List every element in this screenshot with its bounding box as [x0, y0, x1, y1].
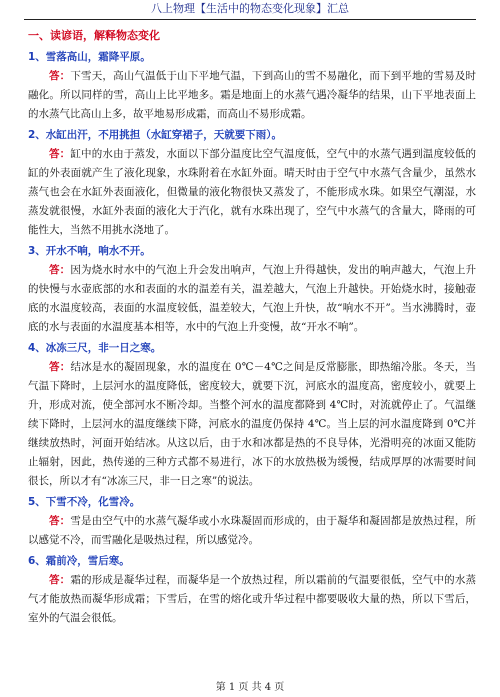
answer-text: 下雪天，高山气温低于山下平地气温，下到高山的雪不易融化，而下到平地的雪易及时融化。所以同样的雪，高山上比平地多。霜是地面上的水蒸气遇冷凝华的结果，山下平地表面上的水蒸气比高山上多，故平地易形成霜，而高山不易形成霜。 [28, 70, 476, 120]
proverb-question: 1、雪落高山，霜降平原。 [28, 51, 151, 63]
list-item [28, 47, 476, 124]
proverb-question: 4、冰冻三尺，非一日之寒。 [28, 342, 162, 354]
answer-label: 答： [49, 148, 71, 160]
content-area [28, 26, 476, 629]
proverb-question: 5、下雪不冷，化雪冷。 [28, 496, 141, 508]
list-item [28, 241, 476, 337]
answer-text: 霜的形成是凝华过程，而凝华是一个放热过程，所以霜前的气温要很低，空气中的水蒸气才能放热而凝华形成霜；下雪后，在雪的熔化或升华过程中都要吸收大量的热，所以下雪后，室外的气温会很低。 [28, 574, 476, 624]
list-item [28, 492, 476, 550]
section-title: 一、读谚语，解释物态变化 [28, 29, 160, 42]
answer-paragraph [28, 67, 476, 124]
answer-label: 答： [49, 70, 71, 82]
proverb-question: 3、开水不响，响水不开。 [28, 245, 151, 257]
list-item [28, 338, 476, 491]
list-item [28, 125, 476, 240]
answer-text: 结冰是水的凝固现象，水的温度在 0℃－4℃之间是反常膨胀，即热缩冷胀。冬天，当气温下降时，上层河水的温度降低，密度较大，就要下沉，河底水的温度高，密度较小，就要上升，形成对流，使全部河水不断冷却。当整个河水的温度都降到 4℃时，对流就停止了。气温继续下降时，上层河水的温度继续下降，河底水的温度仍保持 4℃。当上层的河水温度降到 0℃并继续放热时，河面开始结冰。从这以后，由于水和冰都是热的不良导体，光滑明亮的冰面又能防止辐射，因此，热传递的三种方式都不易进行，冰下的水放热极为缓慢，结成厚厚的冰需要时间很长，所以才有“冰冻三尺，非一日之寒”的说法。 [28, 361, 476, 487]
answer-text: 缸中的水由于蒸发，水面以下部分温度比空气温度低，空气中的水蒸气遇到温度较低的缸的外表面就产生了液化现象，水珠附着在水缸外面。晴天时由于空气中水蒸气含量少，虽然水蒸气也会在水缸外表面液化，但微量的液化物很快又蒸发了，不能形成水珠。如果空气潮湿，水蒸发就很慢，水缸外表面的液化大于汽化，就有水珠出现了，空气中水蒸气的含量大，降雨的可能性大，当然不用挑水浇地了。 [28, 148, 476, 236]
answer-paragraph [28, 261, 476, 337]
answer-text: 因为烧水时水中的气泡上升会发出响声，气泡上升得越快，发出的响声越大，气泡上升的快慢与水壶底部的水和表面的水的温差有关，温差越大，气泡上升越快。开始烧水时，接触壶底的水温度较高，表面的水温度较低，温差较大，气泡上升快，故“响水不开”。当水沸腾时，壶底的水与表面的水温度基本相等，水中的气泡上升变慢，故“开水不响”。 [28, 264, 476, 333]
list-item [28, 551, 476, 628]
page-header: 八上物理【生活中的物态变化现象】汇总 [24, 0, 476, 20]
answer-paragraph [28, 571, 476, 628]
answer-paragraph [28, 358, 476, 491]
page-footer: 第 1 页 共 4 页 [215, 682, 285, 693]
proverb-question: 6、霜前冷，雪后寒。 [28, 555, 130, 567]
answer-label: 答： [49, 574, 71, 586]
answer-label: 答： [49, 361, 71, 373]
answer-label: 答： [49, 515, 71, 527]
proverb-question: 2、水缸出汗，不用挑担（水缸穿裙子，天就要下雨）。 [28, 129, 283, 141]
answer-paragraph [28, 145, 476, 240]
answer-text: 雪是由空气中的水蒸气凝华或小水珠凝固而形成的，由于凝华和凝固都是放热过程，所以感觉不冷，而雪融化是吸热过程，所以感觉冷。 [28, 515, 476, 546]
answer-paragraph [28, 512, 476, 550]
answer-label: 答： [49, 264, 71, 276]
item-list [28, 47, 476, 628]
